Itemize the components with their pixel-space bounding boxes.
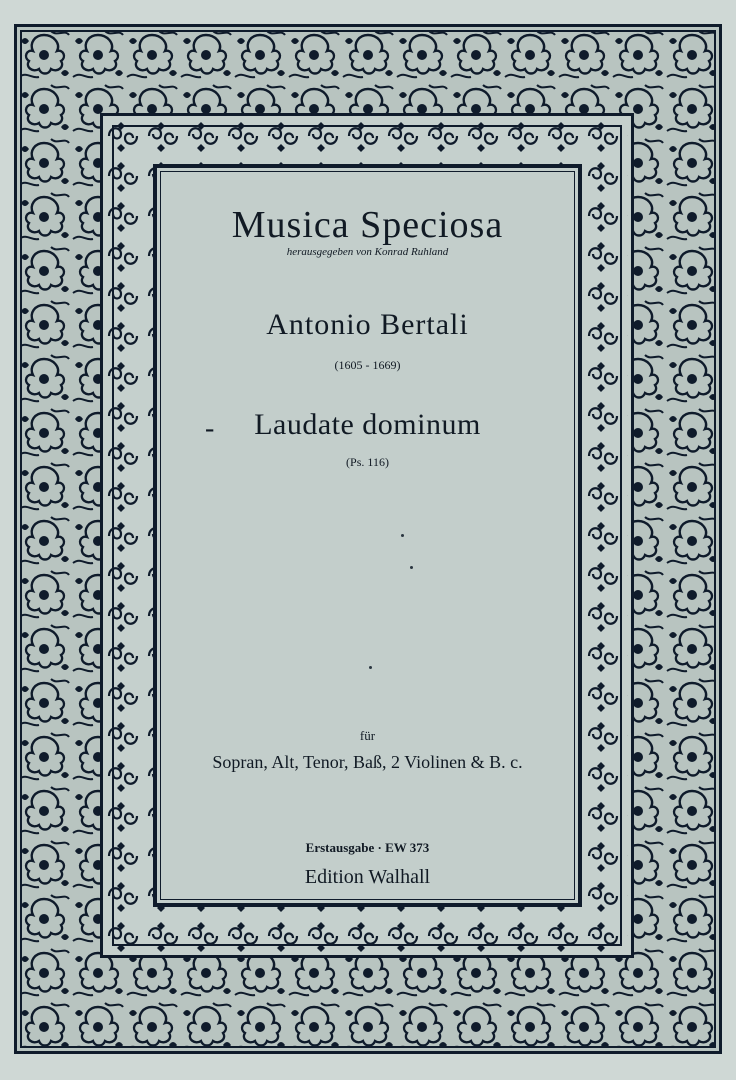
scoring-line: Sopran, Alt, Tenor, Baß, 2 Violinen & B. c.: [212, 752, 523, 772]
edition-note: Erstausgabe · EW 373: [305, 840, 430, 855]
work-title: Laudate dominum: [254, 408, 481, 441]
composer-dates: (1605 - 1669): [334, 358, 401, 372]
print-speck: [401, 534, 404, 537]
print-speck: [369, 666, 372, 669]
title-panel: [153, 164, 582, 907]
series-title: Musica Speciosa: [231, 204, 504, 246]
title-dash: -: [205, 413, 215, 444]
psalm-reference: (Ps. 116): [346, 455, 389, 469]
publisher-name: Edition Walhall: [304, 866, 431, 888]
print-speck: [410, 566, 413, 569]
composer-name: Antonio Bertali: [266, 308, 469, 341]
scoring-intro: für: [359, 728, 376, 743]
series-editor: herausgegeben von Konrad Ruhland: [286, 246, 449, 258]
